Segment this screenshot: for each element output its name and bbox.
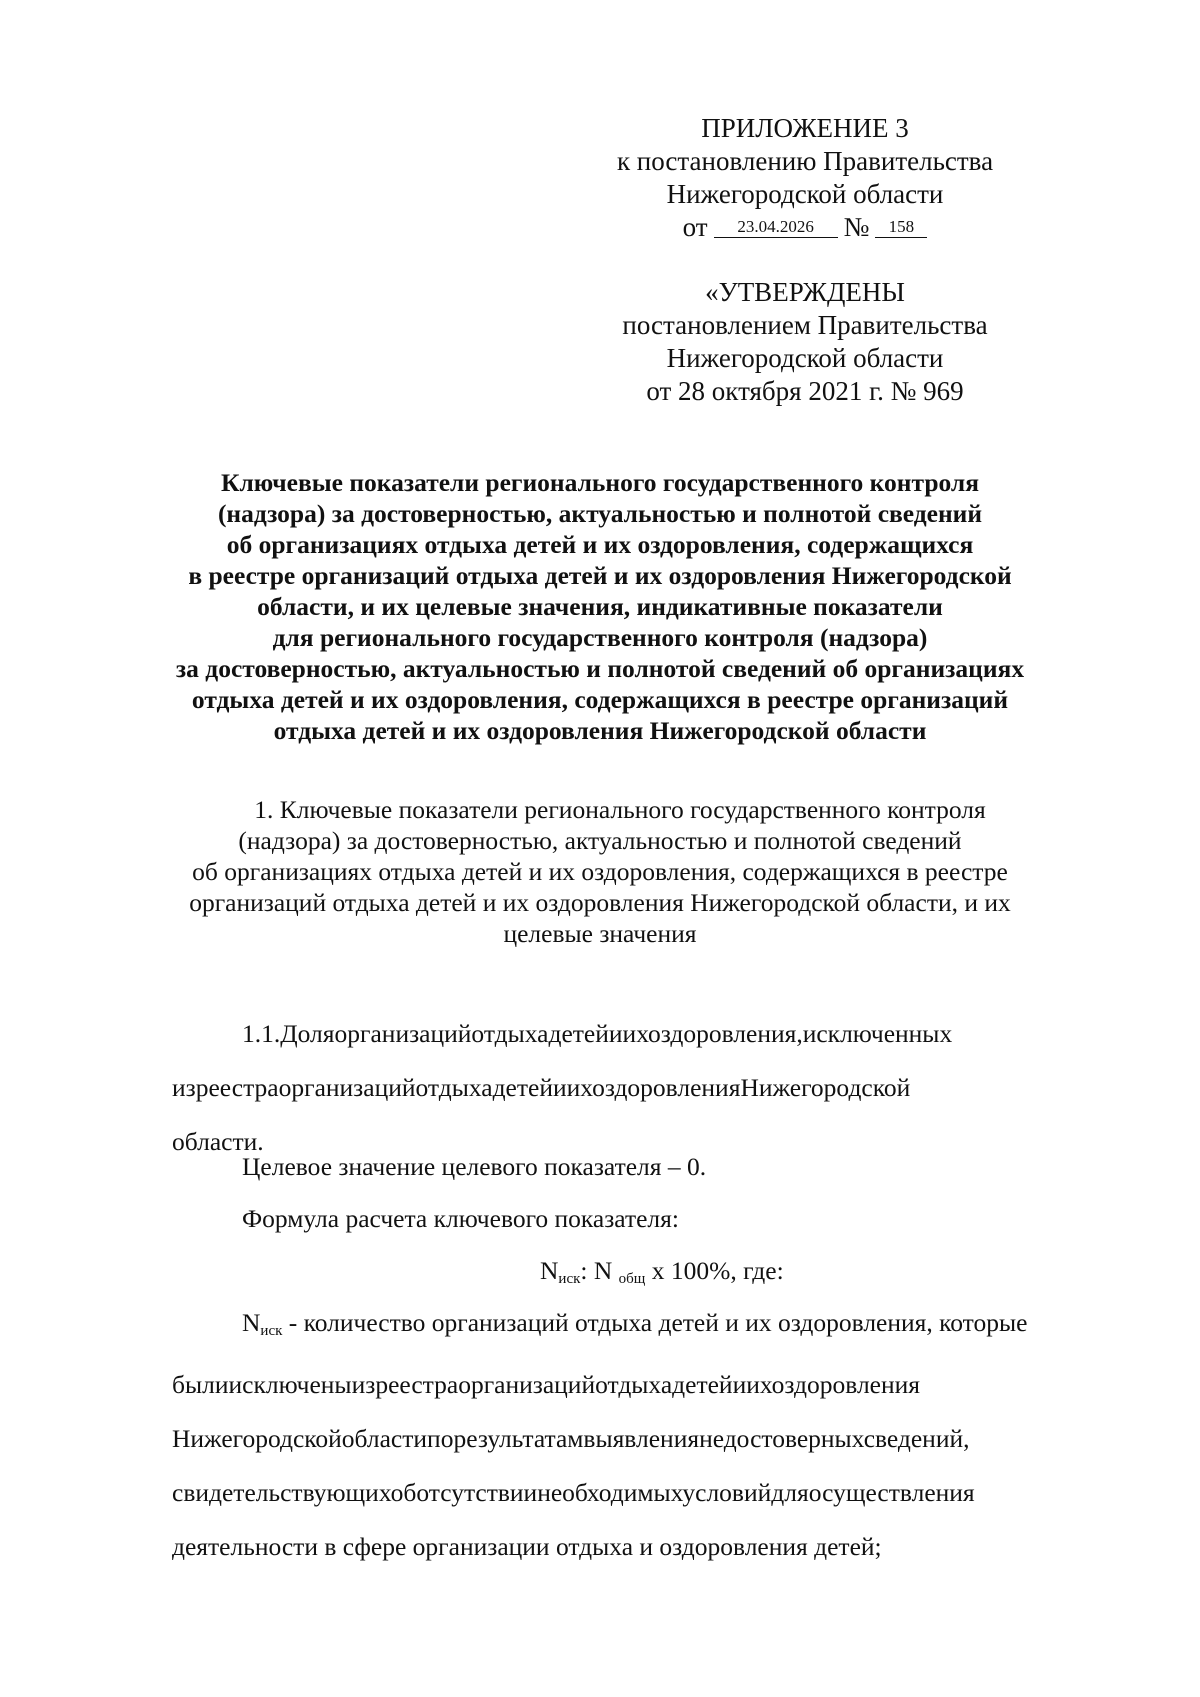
word: недостоверных	[699, 1424, 864, 1453]
section-heading-line: 1. Ключевые показатели регионального государственного контроля	[254, 795, 986, 824]
word: об	[390, 1478, 417, 1507]
definition-line	[172, 1412, 1027, 1466]
approved-title: «УТВЕРЖДЕНЫ	[705, 277, 905, 307]
title-line: Ключевые показатели регионального государственного контроля	[220, 468, 980, 497]
definition-line	[172, 1358, 1027, 1412]
word: организаций	[278, 1073, 416, 1102]
paragraph-line: области.	[172, 1127, 264, 1156]
paragraph-line	[172, 1007, 1027, 1061]
word: их	[566, 1073, 593, 1102]
word: и	[608, 1019, 623, 1048]
document-title	[150, 467, 1050, 746]
appendix-header	[580, 112, 1030, 244]
appendix-resolution-line: к постановлению Правительства	[616, 146, 994, 176]
section-heading-line: целевые значения	[503, 919, 697, 948]
word: результатам	[453, 1424, 584, 1453]
word: отдыха	[471, 1019, 549, 1048]
word: для	[771, 1478, 809, 1507]
title-line: для регионального государственного контроля (надзора)	[272, 623, 928, 652]
approved-region-line: Нижегородской области	[666, 343, 944, 373]
section-heading-line: организаций отдыха детей и их оздоровления Нижегородской области, и их	[189, 888, 1011, 917]
word: и	[552, 1073, 567, 1102]
word: оздоровления,	[647, 1019, 803, 1048]
word: необходимых	[537, 1478, 683, 1507]
date-prefix: от	[682, 212, 708, 242]
word: оздоровления	[592, 1073, 741, 1102]
title-line: отдыха детей и их оздоровления, содержащихся в реестре организаций	[191, 685, 1009, 714]
approved-resolution-line: постановлением Правительства	[622, 310, 988, 340]
formula-n-isk: N	[540, 1256, 559, 1285]
definition-n-subscript: иск	[260, 1323, 283, 1339]
word: 1.1.	[242, 1019, 281, 1048]
word: их	[622, 1019, 648, 1048]
word: были	[172, 1370, 229, 1399]
word: осуществления	[808, 1478, 975, 1507]
word: отдыха	[595, 1370, 673, 1399]
word: организаций	[334, 1019, 472, 1048]
word: реестра	[195, 1073, 279, 1102]
target-value-text: Целевое значение целевого показателя – 0.	[242, 1152, 707, 1181]
definition-n: N	[242, 1308, 261, 1337]
paragraph-line	[172, 1061, 1027, 1115]
word: выявления	[583, 1424, 700, 1453]
section-heading-line: об организациях отдыха детей и их оздоровления, содержащихся в реестре	[192, 857, 1008, 886]
definition-first-line-rest: - количество организаций отдыха детей и их оздоровления, которые	[282, 1308, 1028, 1337]
registration-date-field: 23.04.2026	[714, 217, 838, 238]
section-heading	[150, 794, 1050, 949]
word: области	[341, 1424, 428, 1453]
word: оздоровления	[771, 1370, 921, 1399]
word: отдыха	[415, 1073, 493, 1102]
word: по	[427, 1424, 454, 1453]
word: детей	[672, 1370, 733, 1399]
title-line: отдыха детей и их оздоровления Нижегородской области	[273, 716, 927, 745]
registration-number-field: 158	[875, 217, 927, 238]
word: исключенных	[802, 1019, 953, 1048]
word: детей	[492, 1073, 553, 1102]
section-heading-line: (надзора) за достоверностью, актуальностью и полнотой сведений	[238, 826, 962, 855]
formula-n-isk-subscript: иск	[558, 1271, 581, 1287]
definition-line: деятельности в сфере организации отдыха и оздоровления детей;	[172, 1532, 882, 1561]
word: и	[732, 1370, 747, 1399]
title-line: об организациях отдыха детей и их оздоровления, содержащихся	[226, 530, 974, 559]
definition-first-line	[172, 1296, 1027, 1358]
word: из	[172, 1073, 196, 1102]
registration-line	[580, 211, 1030, 244]
word: отсутствии	[416, 1478, 538, 1507]
title-line: области, и их целевые значения, индикативные показатели	[257, 592, 943, 621]
word: Доля	[280, 1019, 335, 1048]
formula-label: Формула расчета ключевого показателя:	[242, 1204, 679, 1233]
word: реестра	[375, 1370, 459, 1399]
definition-paragraph	[172, 1296, 1027, 1574]
formula-n-obsh-subscript: общ	[618, 1271, 646, 1287]
word: из	[351, 1370, 376, 1399]
approved-block	[580, 276, 1030, 408]
word: условий	[682, 1478, 772, 1507]
word: свидетельствующих	[172, 1478, 391, 1507]
appendix-region-line: Нижегородской области	[666, 179, 944, 209]
appendix-title: ПРИЛОЖЕНИЕ 3	[701, 113, 909, 143]
word: Нижегородской	[172, 1424, 342, 1453]
approved-date-line: от 28 октября 2021 г. № 969	[646, 376, 964, 406]
word: сведений,	[863, 1424, 970, 1453]
word: исключены	[228, 1370, 352, 1399]
word: детей	[548, 1019, 609, 1048]
number-prefix: №	[843, 212, 870, 242]
title-line: в реестре организаций отдыха детей и их оздоровления Нижегородской	[188, 561, 1012, 590]
formula-separator: : N	[580, 1256, 619, 1285]
formula-tail: x 100%, где:	[645, 1256, 784, 1285]
word: Нижегородской	[740, 1073, 911, 1102]
title-line: за достоверностью, актуальностью и полнотой сведений об организациях	[175, 654, 1025, 683]
word: их	[746, 1370, 772, 1399]
title-line: (надзора) за достоверностью, актуальностью и полнотой сведений	[217, 499, 983, 528]
word: организаций	[458, 1370, 596, 1399]
definition-line	[172, 1466, 1027, 1520]
